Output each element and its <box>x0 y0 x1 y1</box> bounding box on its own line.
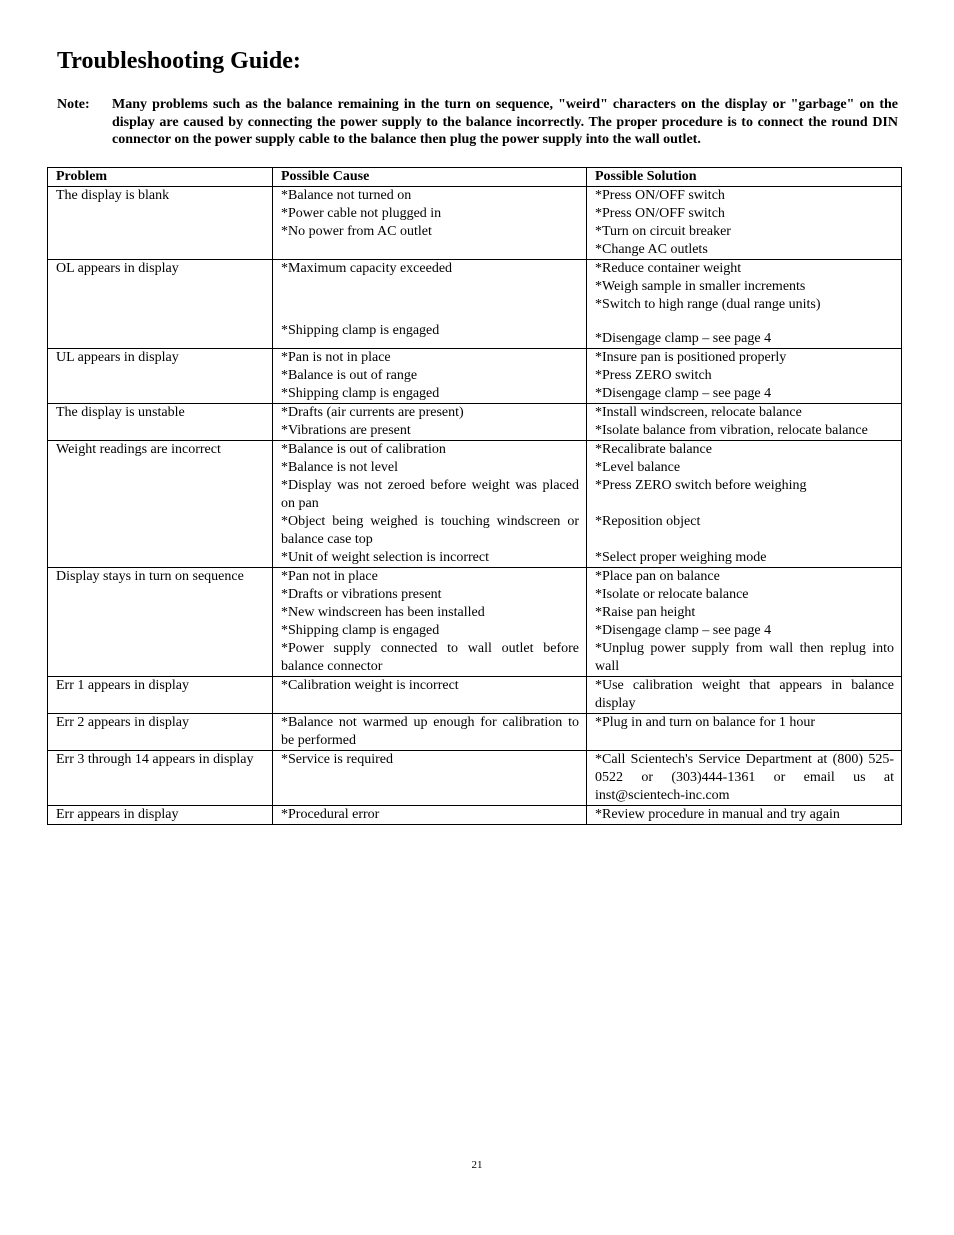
solution-line: *Disengage clamp – see page 4 <box>595 386 772 401</box>
cause-cell <box>273 187 587 260</box>
solution-line: *Press ON/OFF switch <box>595 188 725 203</box>
header-possible-cause: Possible Cause <box>273 168 587 187</box>
solution-cell <box>587 568 902 677</box>
table-row <box>48 714 902 751</box>
solution-line: *Weigh sample in smaller increments <box>595 279 806 294</box>
solution-cell <box>587 806 902 825</box>
cause-line: *Service is required <box>281 752 393 767</box>
solution-cell <box>587 187 902 260</box>
table-row <box>48 806 902 825</box>
solution-line: *Recalibrate balance <box>595 442 712 457</box>
solution-line: *Use calibration weight that appears in balance display <box>595 678 894 711</box>
solution-line: *Insure pan is positioned properly <box>595 350 787 365</box>
solution-line: *Review procedure in manual and try again <box>595 807 840 822</box>
solution-line: *Press ZERO switch before weighing <box>595 478 807 493</box>
solution-line: *Change AC outlets <box>595 242 708 257</box>
note-label: Note: <box>57 97 90 112</box>
solution-line: *Press ZERO switch <box>595 368 712 383</box>
problem-cell: Display stays in turn on sequence <box>48 568 273 677</box>
solution-line: *Press ON/OFF switch <box>595 206 725 221</box>
solution-line: *Turn on circuit breaker <box>595 224 731 239</box>
problem-cell: UL appears in display <box>48 349 273 404</box>
table-row <box>48 441 902 568</box>
cause-cell <box>273 568 587 677</box>
cause-cell <box>273 714 587 751</box>
cause-line: *Shipping clamp is engaged <box>281 323 440 338</box>
solution-line: *Isolate or relocate balance <box>595 587 749 602</box>
cause-line: *Vibrations are present <box>281 423 411 438</box>
solution-cell <box>587 677 902 714</box>
problem-cell: Err appears in display <box>48 806 273 825</box>
cause-line: *Power supply connected to wall outlet before balance connector <box>281 641 579 674</box>
cause-line: *Calibration weight is incorrect <box>281 678 459 693</box>
solution-line: *Reduce container weight <box>595 261 742 276</box>
cause-line: *Shipping clamp is engaged <box>281 623 440 638</box>
table-row <box>48 677 902 714</box>
solution-line: *Select proper weighing mode <box>595 550 767 565</box>
solution-line: *Place pan on balance <box>595 569 720 584</box>
problem-cell: Err 2 appears in display <box>48 714 273 751</box>
cause-line: *Display was not zeroed before weight was placed on pan <box>281 478 579 511</box>
problem-cell: Err 1 appears in display <box>48 677 273 714</box>
table-row <box>48 187 902 260</box>
solution-line: *Install windscreen, relocate balance <box>595 405 802 420</box>
solution-line: *Raise pan height <box>595 605 696 620</box>
cause-line: *Drafts (air currents are present) <box>281 405 464 420</box>
cause-cell <box>273 751 587 806</box>
cause-line: *Unit of weight selection is incorrect <box>281 550 489 565</box>
table-row <box>48 751 902 806</box>
solution-cell <box>587 260 902 349</box>
cause-cell <box>273 404 587 441</box>
problem-cell: Err 3 through 14 appears in display <box>48 751 273 806</box>
cause-line: *Pan not in place <box>281 569 378 584</box>
cause-line: *Shipping clamp is engaged <box>281 386 440 401</box>
cause-cell <box>273 441 587 568</box>
solution-line: *Plug in and turn on balance for 1 hour <box>595 715 816 730</box>
cause-cell <box>273 349 587 404</box>
note-text: Many problems such as the balance remaining in the turn on sequence, "weird" characters on the display or "garbage" on the display are caused by connecting the power supply to the balance incorrectly. The proper procedure is to connect the round DIN connector on the power supply cable to the balance then plug the power supply into the wall outlet. <box>112 97 898 147</box>
cause-line: *Balance is out of range <box>281 368 418 383</box>
solution-line: *Disengage clamp – see page 4 <box>595 623 772 638</box>
table-row <box>48 349 902 404</box>
cause-line: *Pan is not in place <box>281 350 391 365</box>
header-possible-solution: Possible Solution <box>587 168 902 187</box>
note-block <box>57 96 898 149</box>
page-title: Troubleshooting Guide: <box>57 48 301 74</box>
solution-line: *Unplug power supply from wall then replug into wall <box>595 641 894 674</box>
cause-cell <box>273 677 587 714</box>
solution-cell <box>587 404 902 441</box>
header-problem: Problem <box>48 168 273 187</box>
cause-line: *Balance not turned on <box>281 188 412 203</box>
cause-line: *Balance not warmed up enough for calibration to be performed <box>281 715 579 748</box>
solution-line: *Call Scientech's Service Department at (800) 525-0522 or (303)444-1361 or email us at inst@scientech-inc.com <box>595 752 894 803</box>
table-row <box>48 260 902 349</box>
cause-line: *Balance is not level <box>281 460 399 475</box>
cause-line: *Drafts or vibrations present <box>281 587 442 602</box>
solution-line: *Disengage clamp – see page 4 <box>595 331 772 346</box>
page-number: 21 <box>471 1159 483 1171</box>
cause-line: *No power from AC outlet <box>281 224 432 239</box>
cause-line: *Balance is out of calibration <box>281 442 446 457</box>
solution-line: *Level balance <box>595 460 681 475</box>
problem-cell: The display is unstable <box>48 404 273 441</box>
solution-line: *Switch to high range (dual range units) <box>595 297 821 312</box>
problem-cell: Weight readings are incorrect <box>48 441 273 568</box>
cause-line: *Procedural error <box>281 807 380 822</box>
cause-line: *Maximum capacity exceeded <box>281 261 453 276</box>
cause-cell <box>273 806 587 825</box>
problem-cell: The display is blank <box>48 187 273 260</box>
troubleshooting-table <box>47 167 902 825</box>
table-header-row <box>48 168 902 187</box>
table-row <box>48 404 902 441</box>
cause-line: *Power cable not plugged in <box>281 206 442 221</box>
table-row <box>48 568 902 677</box>
solution-cell <box>587 441 902 568</box>
solution-line: *Reposition object <box>595 514 701 529</box>
solution-cell <box>587 751 902 806</box>
cause-line: *Object being weighed is touching windscreen or balance case top <box>281 514 579 547</box>
solution-line: *Isolate balance from vibration, relocate balance <box>595 423 868 438</box>
problem-cell: OL appears in display <box>48 260 273 349</box>
cause-cell <box>273 260 587 349</box>
cause-line: *New windscreen has been installed <box>281 605 485 620</box>
solution-cell <box>587 349 902 404</box>
solution-cell <box>587 714 902 751</box>
